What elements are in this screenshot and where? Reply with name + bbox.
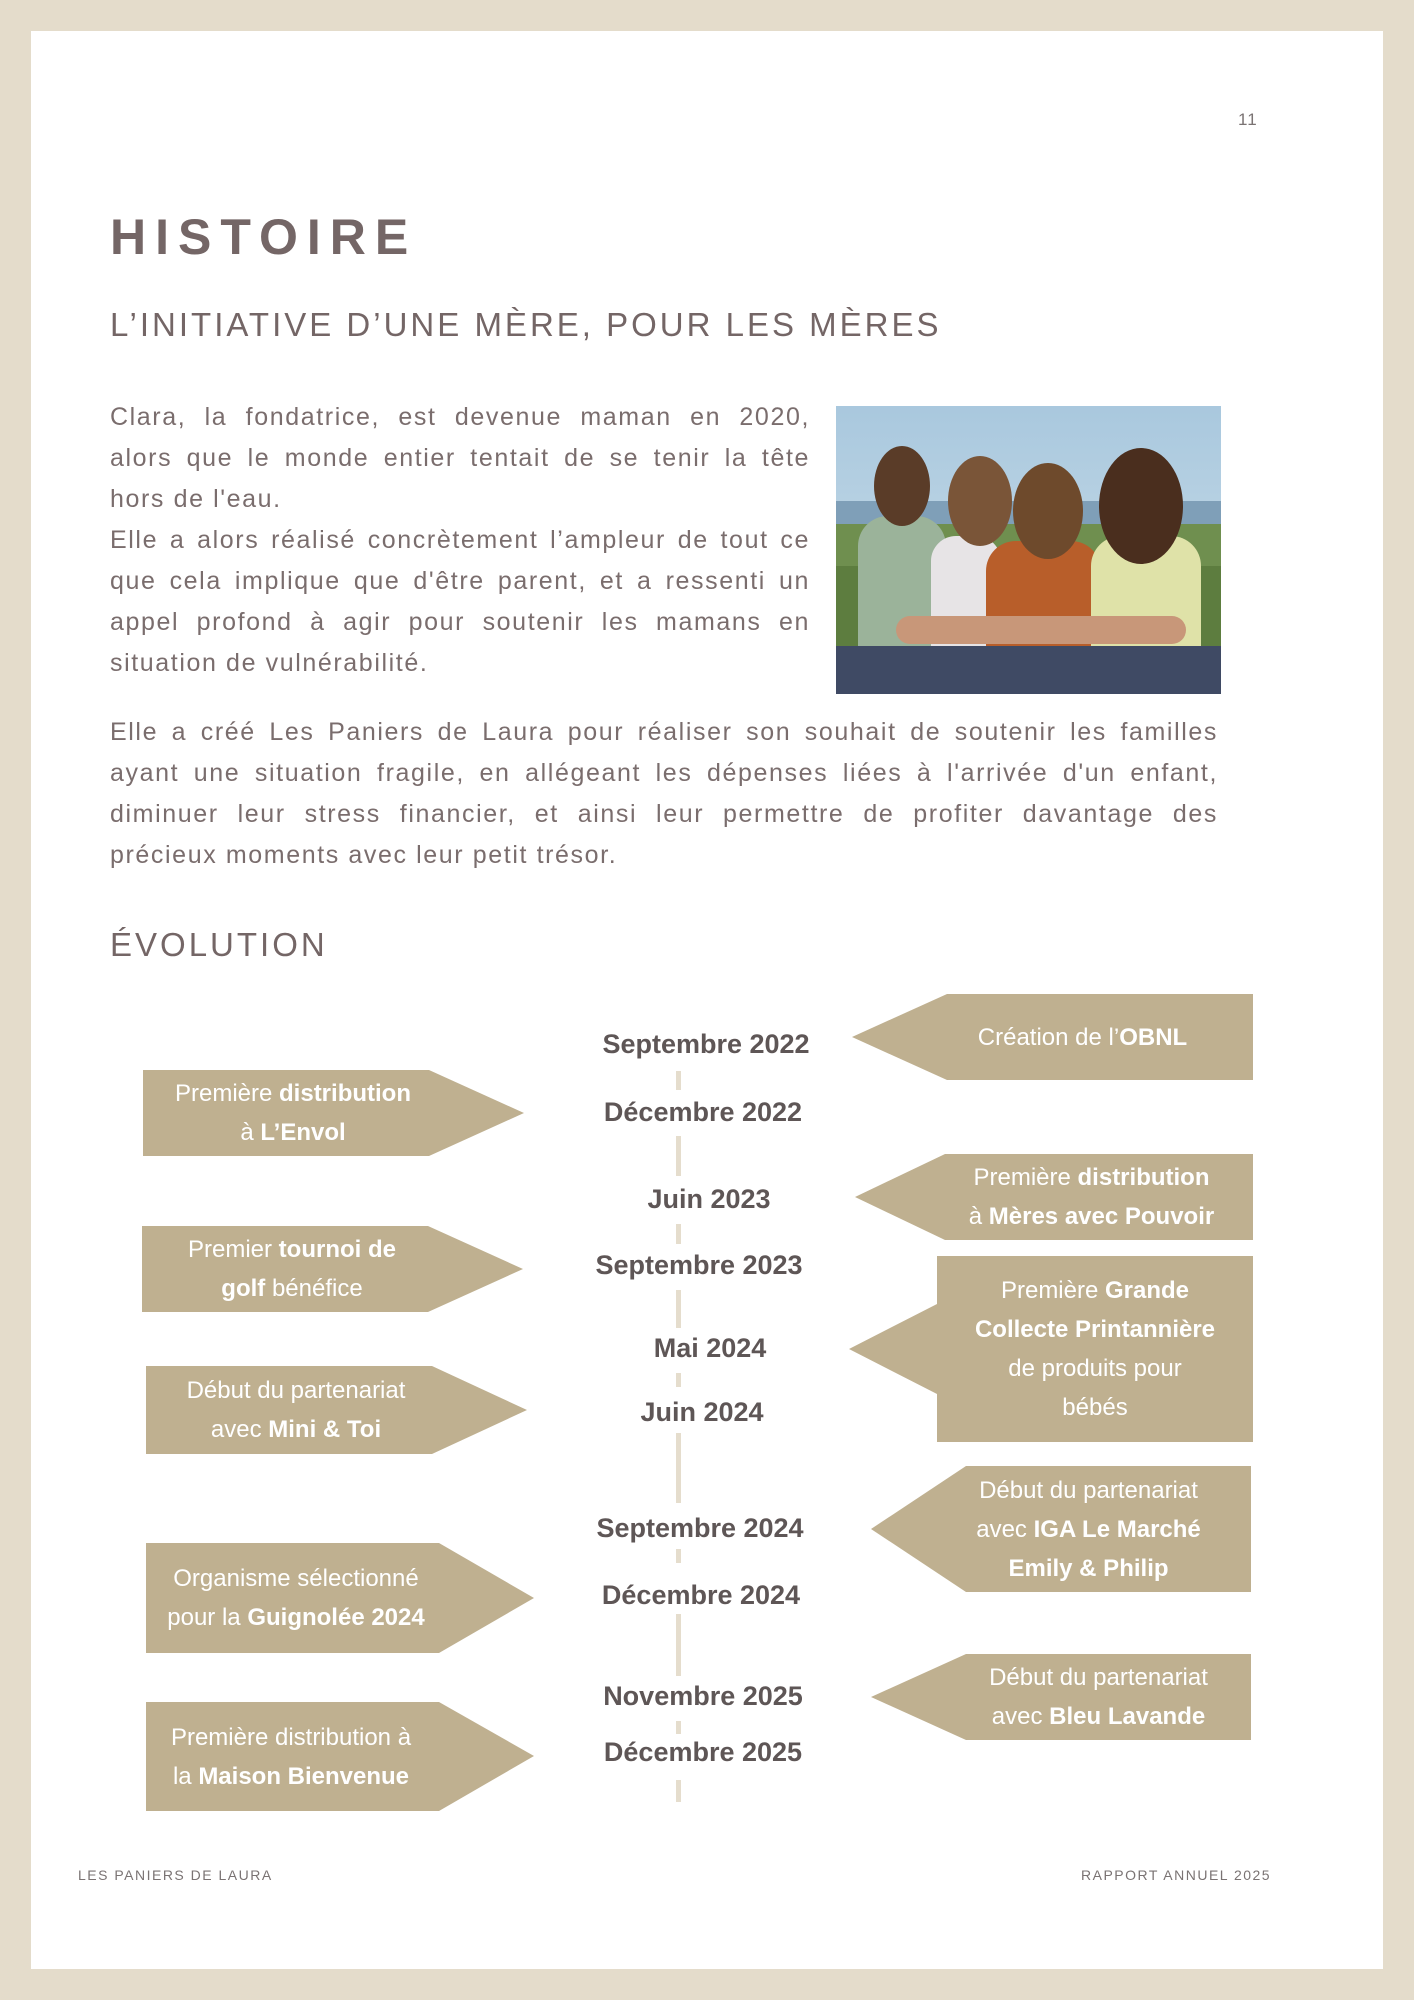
story-paragraph-3: Elle a créé Les Paniers de Laura pour réaliser son souhait de soutenir les familles ayant une situation fragile, en allégeant les dépenses liées à l'arrivée d'un enfant, diminuer leur stress financier, et ainsi leur permettre de profiter davantage des précieux moments avec leur petit trésor. — [110, 718, 1218, 869]
mothers-photo — [836, 406, 1221, 694]
event-guignolee-2024: Organisme sélectionné pour la Guignolée 2024 — [146, 1543, 534, 1653]
footer-organization: LES PANIERS DE LAURA — [78, 1867, 273, 1883]
story-intro — [110, 397, 810, 684]
timeline-date: Novembre 2025 — [603, 1681, 803, 1711]
timeline-segment — [676, 1614, 681, 1676]
event-maison-bienvenue: Première distribution à la Maison Bienvenue — [146, 1702, 534, 1811]
timeline-date: Septembre 2022 — [602, 1029, 810, 1059]
event-grande-collecte: Première Grande Collecte Printannière de produits pour bébés — [849, 1256, 1253, 1442]
page-title: HISTOIRE — [110, 209, 418, 265]
event-partenariat-mini-toi: Début du partenariat avec Mini & Toi — [146, 1366, 527, 1454]
event-tournoi-golf: Premier tournoi de golf bénéfice — [142, 1226, 523, 1312]
timeline-segment — [676, 1373, 681, 1387]
timeline-segment — [676, 1290, 681, 1328]
timeline-date: Mai 2024 — [653, 1333, 767, 1363]
timeline-segment — [676, 1136, 681, 1176]
evolution-heading: ÉVOLUTION — [110, 926, 328, 963]
timeline-segment — [676, 1071, 681, 1090]
story-paragraph-2: Elle a alors réalisé concrètement l’ampleur de tout ce que cela implique que d'être parent, et a ressenti un appel profond à agir pour soutenir les mamans en situation de vulnérabilité. — [110, 526, 810, 677]
timeline-segment — [676, 1433, 681, 1503]
event-creation-obnl: Création de l’OBNL — [852, 994, 1253, 1080]
timeline-date: Juin 2023 — [647, 1184, 771, 1214]
story-paragraph-1: Clara, la fondatrice, est devenue maman en 2020, alors que le monde entier tentait de se tenir la tête hors de l'eau. — [110, 403, 810, 513]
footer-report-title: RAPPORT ANNUEL 2025 — [1081, 1867, 1272, 1883]
event-partenariat-bleu-lavande: Début du partenariat avec Bleu Lavande — [871, 1654, 1251, 1740]
timeline-segment — [676, 1721, 681, 1734]
timeline-date: Décembre 2024 — [601, 1580, 801, 1610]
timeline-segment — [676, 1549, 681, 1563]
timeline-date: Septembre 2024 — [596, 1513, 804, 1543]
page-number: 11 — [1238, 110, 1258, 129]
timeline-segment — [676, 1224, 681, 1244]
event-partenariat-iga: Début du partenariat avec IGA Le Marché Emily & Philip — [871, 1466, 1251, 1592]
event-distribution-envol: Première distribution à L’Envol — [143, 1070, 524, 1156]
page-subtitle: L’INITIATIVE D’UNE MÈRE, POUR LES MÈRES — [110, 306, 942, 343]
timeline-date: Décembre 2025 — [603, 1737, 803, 1767]
timeline-date: Juin 2024 — [640, 1397, 764, 1427]
timeline-date: Septembre 2023 — [595, 1250, 803, 1280]
event-distribution-meres-avec-pouvoir: Première distribution à Mères avec Pouvoir — [855, 1154, 1253, 1240]
timeline-date: Décembre 2022 — [603, 1097, 803, 1127]
timeline-segment — [676, 1780, 681, 1802]
